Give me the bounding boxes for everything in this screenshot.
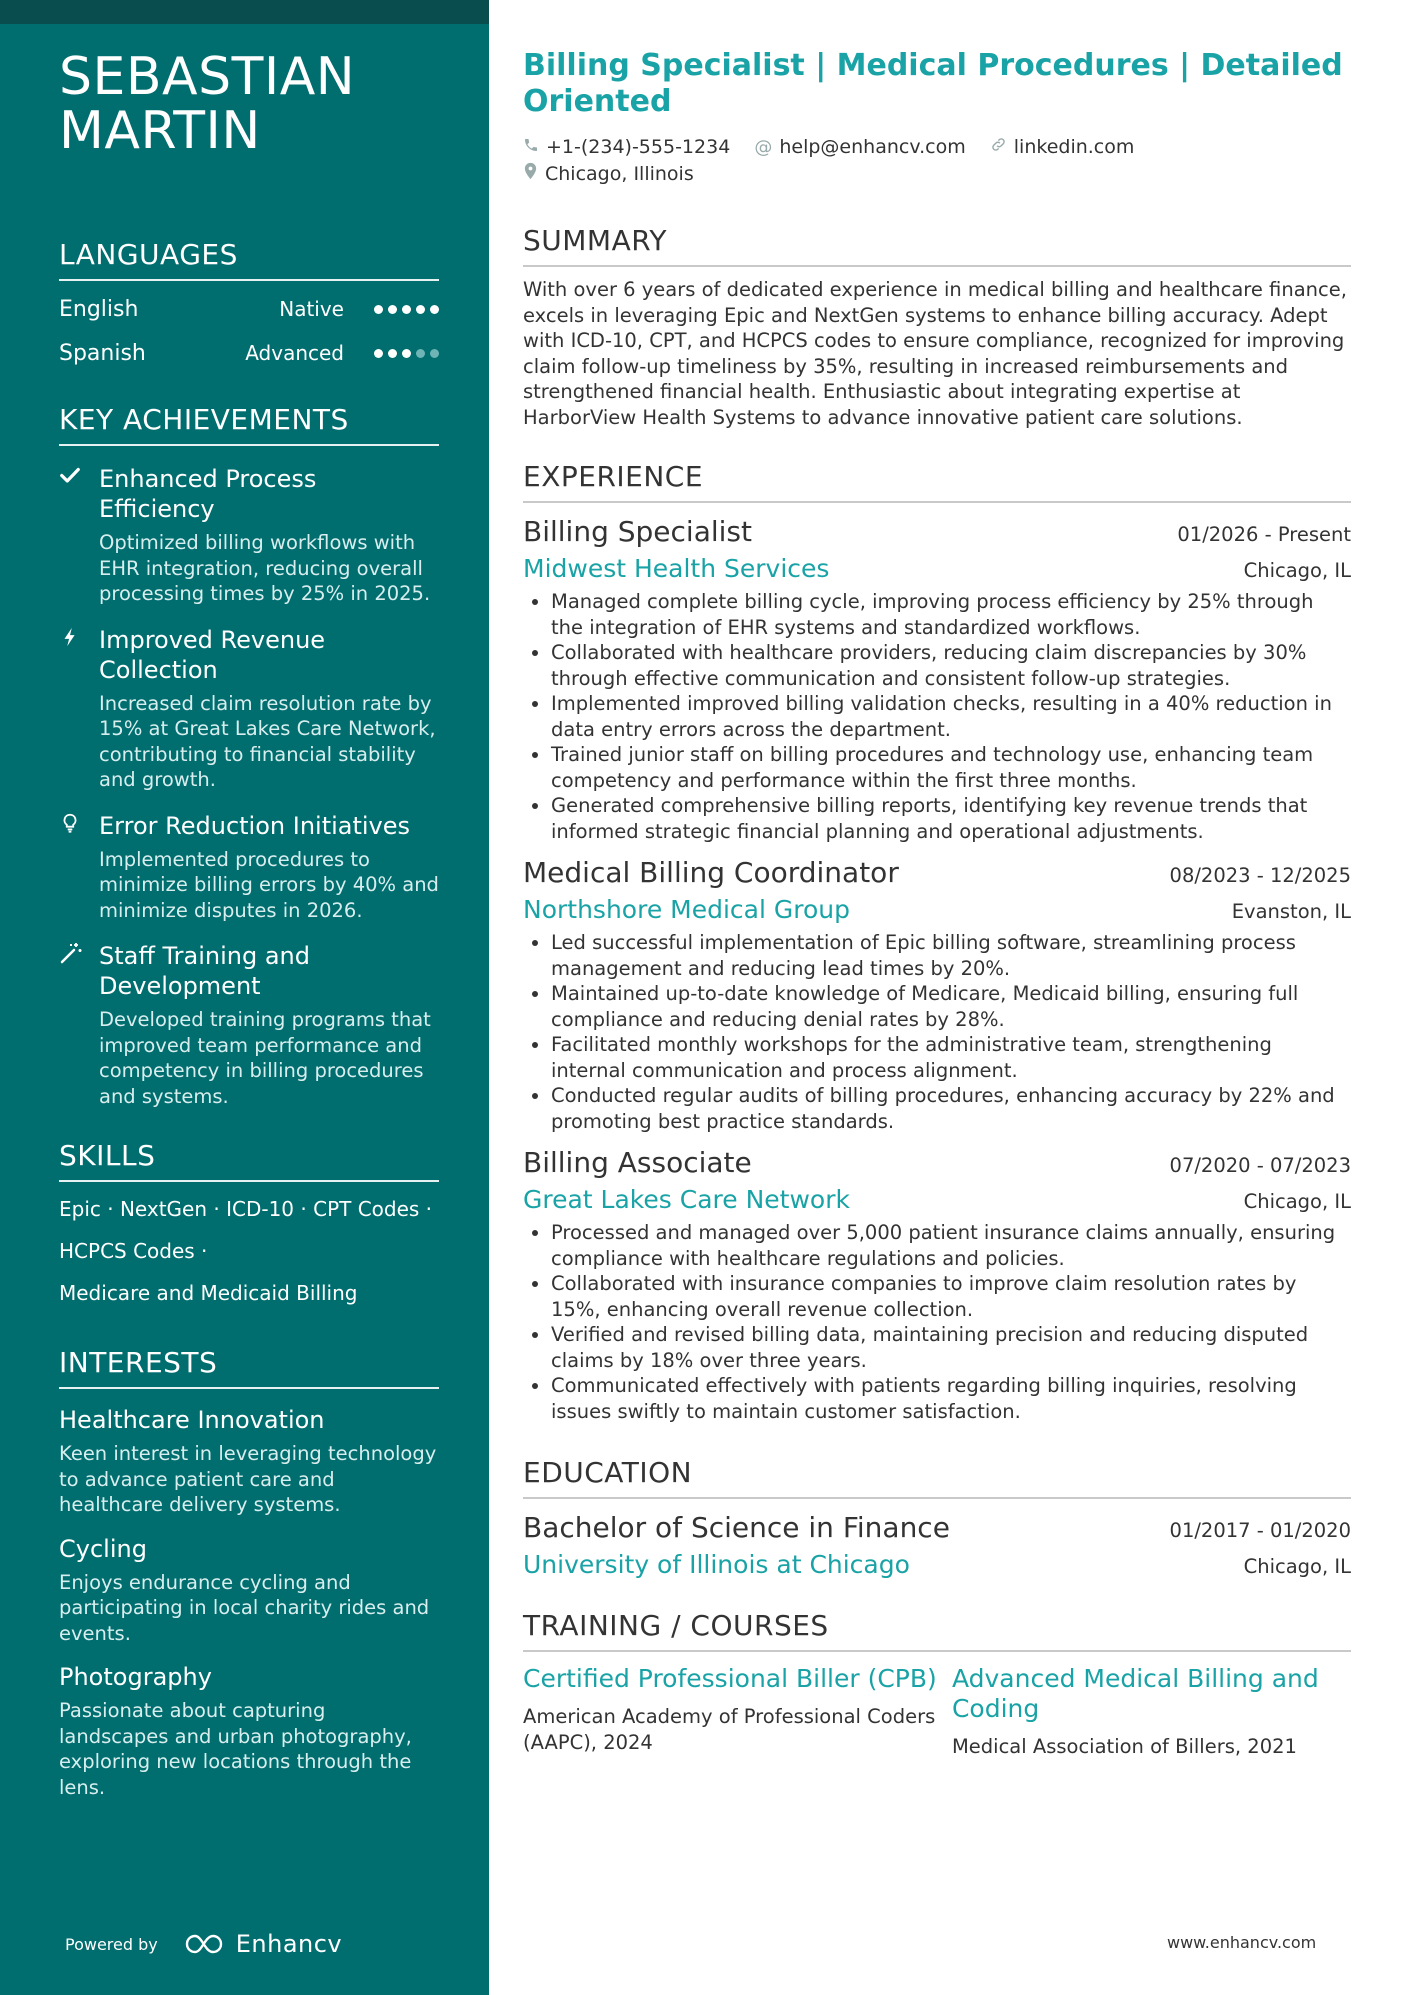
sidebar-top-band [0, 0, 489, 24]
achievement-desc: Increased claim resolution rate by 15% at Great Lakes Care Network, contributing to financial stability and growth. [99, 691, 436, 791]
phone-text: +1-(234)-555-1234 [546, 136, 731, 158]
job-bullets [523, 589, 1351, 844]
job-title: Billing Specialist [523, 515, 752, 548]
course-title: Certified Professional Biller (CPB) [523, 1664, 937, 1693]
achievement-title: Improved Revenue Collection [99, 625, 326, 684]
phone-icon [523, 134, 539, 161]
experience-title: EXPERIENCE [523, 460, 1351, 503]
job-title: Billing Associate [523, 1146, 752, 1179]
job-dates: 07/2020 - 07/2023 [1169, 1154, 1351, 1177]
enhancv-logo[interactable] [184, 1930, 342, 1958]
job-entry [523, 515, 1351, 844]
bullet: • Maintained up-to-date knowledge of Medicare, Medicaid billing, ensuring full compliance and reducing denial rates by 28%. [551, 981, 1351, 1032]
language-name: Spanish [59, 340, 146, 366]
achievement-title: Error Reduction Initiatives [99, 811, 411, 840]
school: University of Illinois at Chicago [523, 1550, 910, 1579]
bullet: • Communicated effectively with patients regarding billing inquiries, resolving issues swiftly to maintain customer satisfaction. [551, 1373, 1351, 1424]
dot [416, 305, 425, 314]
location-contact [523, 161, 694, 188]
skills-line: Medicare and Medicaid Billing [59, 1281, 358, 1305]
magic-wand-icon [59, 941, 99, 1109]
skills-title: SKILLS [59, 1139, 439, 1182]
dot [430, 349, 439, 358]
language-row [59, 293, 439, 325]
dot [416, 349, 425, 358]
dot [402, 349, 411, 358]
achievement-item [59, 941, 439, 1109]
linkedin-text: linkedin.com [1013, 136, 1135, 158]
interests-title: INTERESTS [59, 1346, 439, 1389]
achievement-item [59, 464, 439, 607]
bolt-icon [59, 625, 99, 793]
achievement-desc: Implemented procedures to minimize billing errors by 40% and minimize disputes in 2026. [99, 847, 439, 922]
location-pin-icon [523, 161, 538, 188]
achievement-item [59, 625, 439, 793]
education-title: EDUCATION [523, 1456, 1351, 1499]
dot [374, 349, 383, 358]
job-company: Northshore Medical Group [523, 895, 850, 924]
interest-title: Healthcare Innovation [59, 1406, 325, 1434]
bullet: • Led successful implementation of Epic billing software, streamlining process management and reducing lead times by 20%. [551, 930, 1351, 981]
job-bullets [523, 930, 1351, 1134]
job-title: Medical Billing Coordinator [523, 856, 899, 889]
interest-desc: Keen interest in leveraging technology to advance patient care and healthcare delivery systems. [59, 1442, 437, 1516]
email-text: help@enhancv.com [779, 136, 966, 158]
dot [374, 305, 383, 314]
contact-info [523, 134, 1351, 188]
linkedin-contact[interactable] [990, 134, 1135, 161]
bullet: • Implemented improved billing validation checks, resulting in a 40% reduction in data entry errors across the department. [551, 691, 1351, 742]
dot [388, 349, 397, 358]
job-company: Midwest Health Services [523, 554, 830, 583]
achievement-desc: Optimized billing workflows with EHR integration, reducing overall processing times by 25% in 2025. [99, 531, 431, 605]
job-location: Chicago, IL [1243, 1190, 1351, 1213]
job-bullets [523, 1220, 1351, 1424]
proficiency-dots [374, 349, 439, 358]
dot [430, 305, 439, 314]
powered-by-label: Powered by [65, 1934, 158, 1954]
bullet: • Collaborated with insurance companies to improve claim resolution rates by 15%, enhancing overall revenue collection. [551, 1271, 1351, 1322]
email-contact[interactable] [754, 134, 965, 161]
bullet: • Collaborated with healthcare providers, reducing claim discrepancies by 30% through effective communication and consistent follow-up strategies. [551, 640, 1351, 691]
check-icon [59, 464, 99, 607]
course-desc: Medical Association of Billers, 2021 [951, 1735, 1297, 1758]
education-location: Chicago, IL [1243, 1555, 1351, 1578]
interest-title: Cycling [59, 1534, 147, 1563]
degree: Bachelor of Science in Finance [523, 1511, 950, 1544]
achievement-title: Staff Training and Development [99, 942, 310, 1000]
dot [402, 305, 411, 314]
proficiency-dots [374, 305, 439, 314]
job-dates: 01/2026 - Present [1177, 523, 1351, 546]
job-entry [523, 1146, 1351, 1424]
course-desc: American Academy of Professional Coders (AAPC), 2024 [523, 1705, 936, 1754]
bullet: • Conducted regular audits of billing procedures, enhancing accuracy by 22% and promoting best practice standards. [551, 1083, 1351, 1134]
job-location: Evanston, IL [1231, 900, 1351, 923]
bullet: • Trained junior staff on billing procedures and technology use, enhancing team competency and performance within the first three months. [551, 742, 1351, 793]
language-level: Advanced [245, 341, 344, 365]
phone-contact[interactable] [523, 134, 730, 161]
bullet: • Facilitated monthly workshops for the administrative team, strengthening internal communication and process alignment. [551, 1032, 1351, 1083]
language-name: English [59, 296, 139, 322]
job-company: Great Lakes Care Network [523, 1185, 850, 1214]
job-entry [523, 856, 1351, 1134]
sidebar [0, 0, 489, 1995]
footer-url[interactable]: www.enhancv.com [1167, 1933, 1317, 1952]
courses [523, 1664, 1351, 1760]
training-title: TRAINING / COURSES [523, 1609, 1351, 1652]
lightbulb-icon [59, 811, 99, 924]
candidate-name: SEBASTIAN MARTIN [59, 47, 356, 161]
languages-title: LANGUAGES [59, 238, 439, 281]
achievement-desc: Developed training programs that improved team performance and competency in billing procedures and systems. [99, 1008, 431, 1108]
bullet: • Verified and revised billing data, maintaining precision and reducing disputed claims by 18% over three years. [551, 1322, 1351, 1373]
dot [388, 305, 397, 314]
summary-title: SUMMARY [523, 224, 1351, 267]
powered-by [65, 1930, 342, 1958]
interest-title: Photography [59, 1663, 212, 1691]
main-content [523, 48, 1351, 1760]
bullet: • Managed complete billing cycle, improving process efficiency by 25% through the integration of EHR systems and standardized workflows. [551, 589, 1351, 640]
language-row [59, 337, 439, 369]
skills-line: HCPCS Codes · [59, 1239, 208, 1263]
location-text: Chicago, Illinois [545, 163, 694, 185]
bullet: • Generated comprehensive billing reports, identifying key revenue trends that informed strategic financial planning and operational adjustments. [551, 793, 1351, 844]
course-title: Advanced Medical Billing and Coding [951, 1664, 1319, 1723]
interest-desc: Passionate about capturing landscapes and urban photography, exploring new locations through the lens. [59, 1699, 412, 1799]
interest-desc: Enjoys endurance cycling and participating in local charity rides and events. [59, 1570, 430, 1645]
course-item [952, 1664, 1351, 1760]
achievement-title: Enhanced Process Efficiency [99, 465, 317, 523]
achievements-title: KEY ACHIEVEMENTS [59, 403, 439, 446]
education-entry [523, 1511, 1351, 1579]
at-icon: @ [754, 137, 773, 158]
skills-line: Epic · NextGen · ICD-10 · CPT Codes · [59, 1197, 433, 1221]
resume-headline: Billing Specialist | Medical Procedures | Detailed Oriented [523, 48, 1343, 119]
course-item [523, 1664, 952, 1760]
brand-name: Enhancv [235, 1930, 343, 1958]
link-icon [990, 134, 1007, 161]
bullet: • Processed and managed over 5,000 patient insurance claims annually, ensuring compliance with healthcare regulations and policies. [551, 1220, 1351, 1271]
language-level: Native [279, 297, 344, 321]
summary-text: With over 6 years of dedicated experience in medical billing and healthcare finance, excels in leveraging Epic and NextGen systems to enhance billing accuracy. Adept with ICD-10, CPT, and HCPCS codes to ensure compliance, recognized for improving claim follow-up timeliness by 35%, resulting in increased reimbursements and strengthened financial health. Enthusiastic about integrating expertise at HarborView Health Systems to advance innovative patient care solutions. [523, 278, 1347, 429]
job-location: Chicago, IL [1243, 559, 1351, 582]
job-dates: 08/2023 - 12/2025 [1169, 864, 1351, 887]
achievement-item [59, 811, 439, 924]
enhancv-logo-icon [184, 1933, 228, 1955]
education-dates: 01/2017 - 01/2020 [1169, 1519, 1351, 1542]
